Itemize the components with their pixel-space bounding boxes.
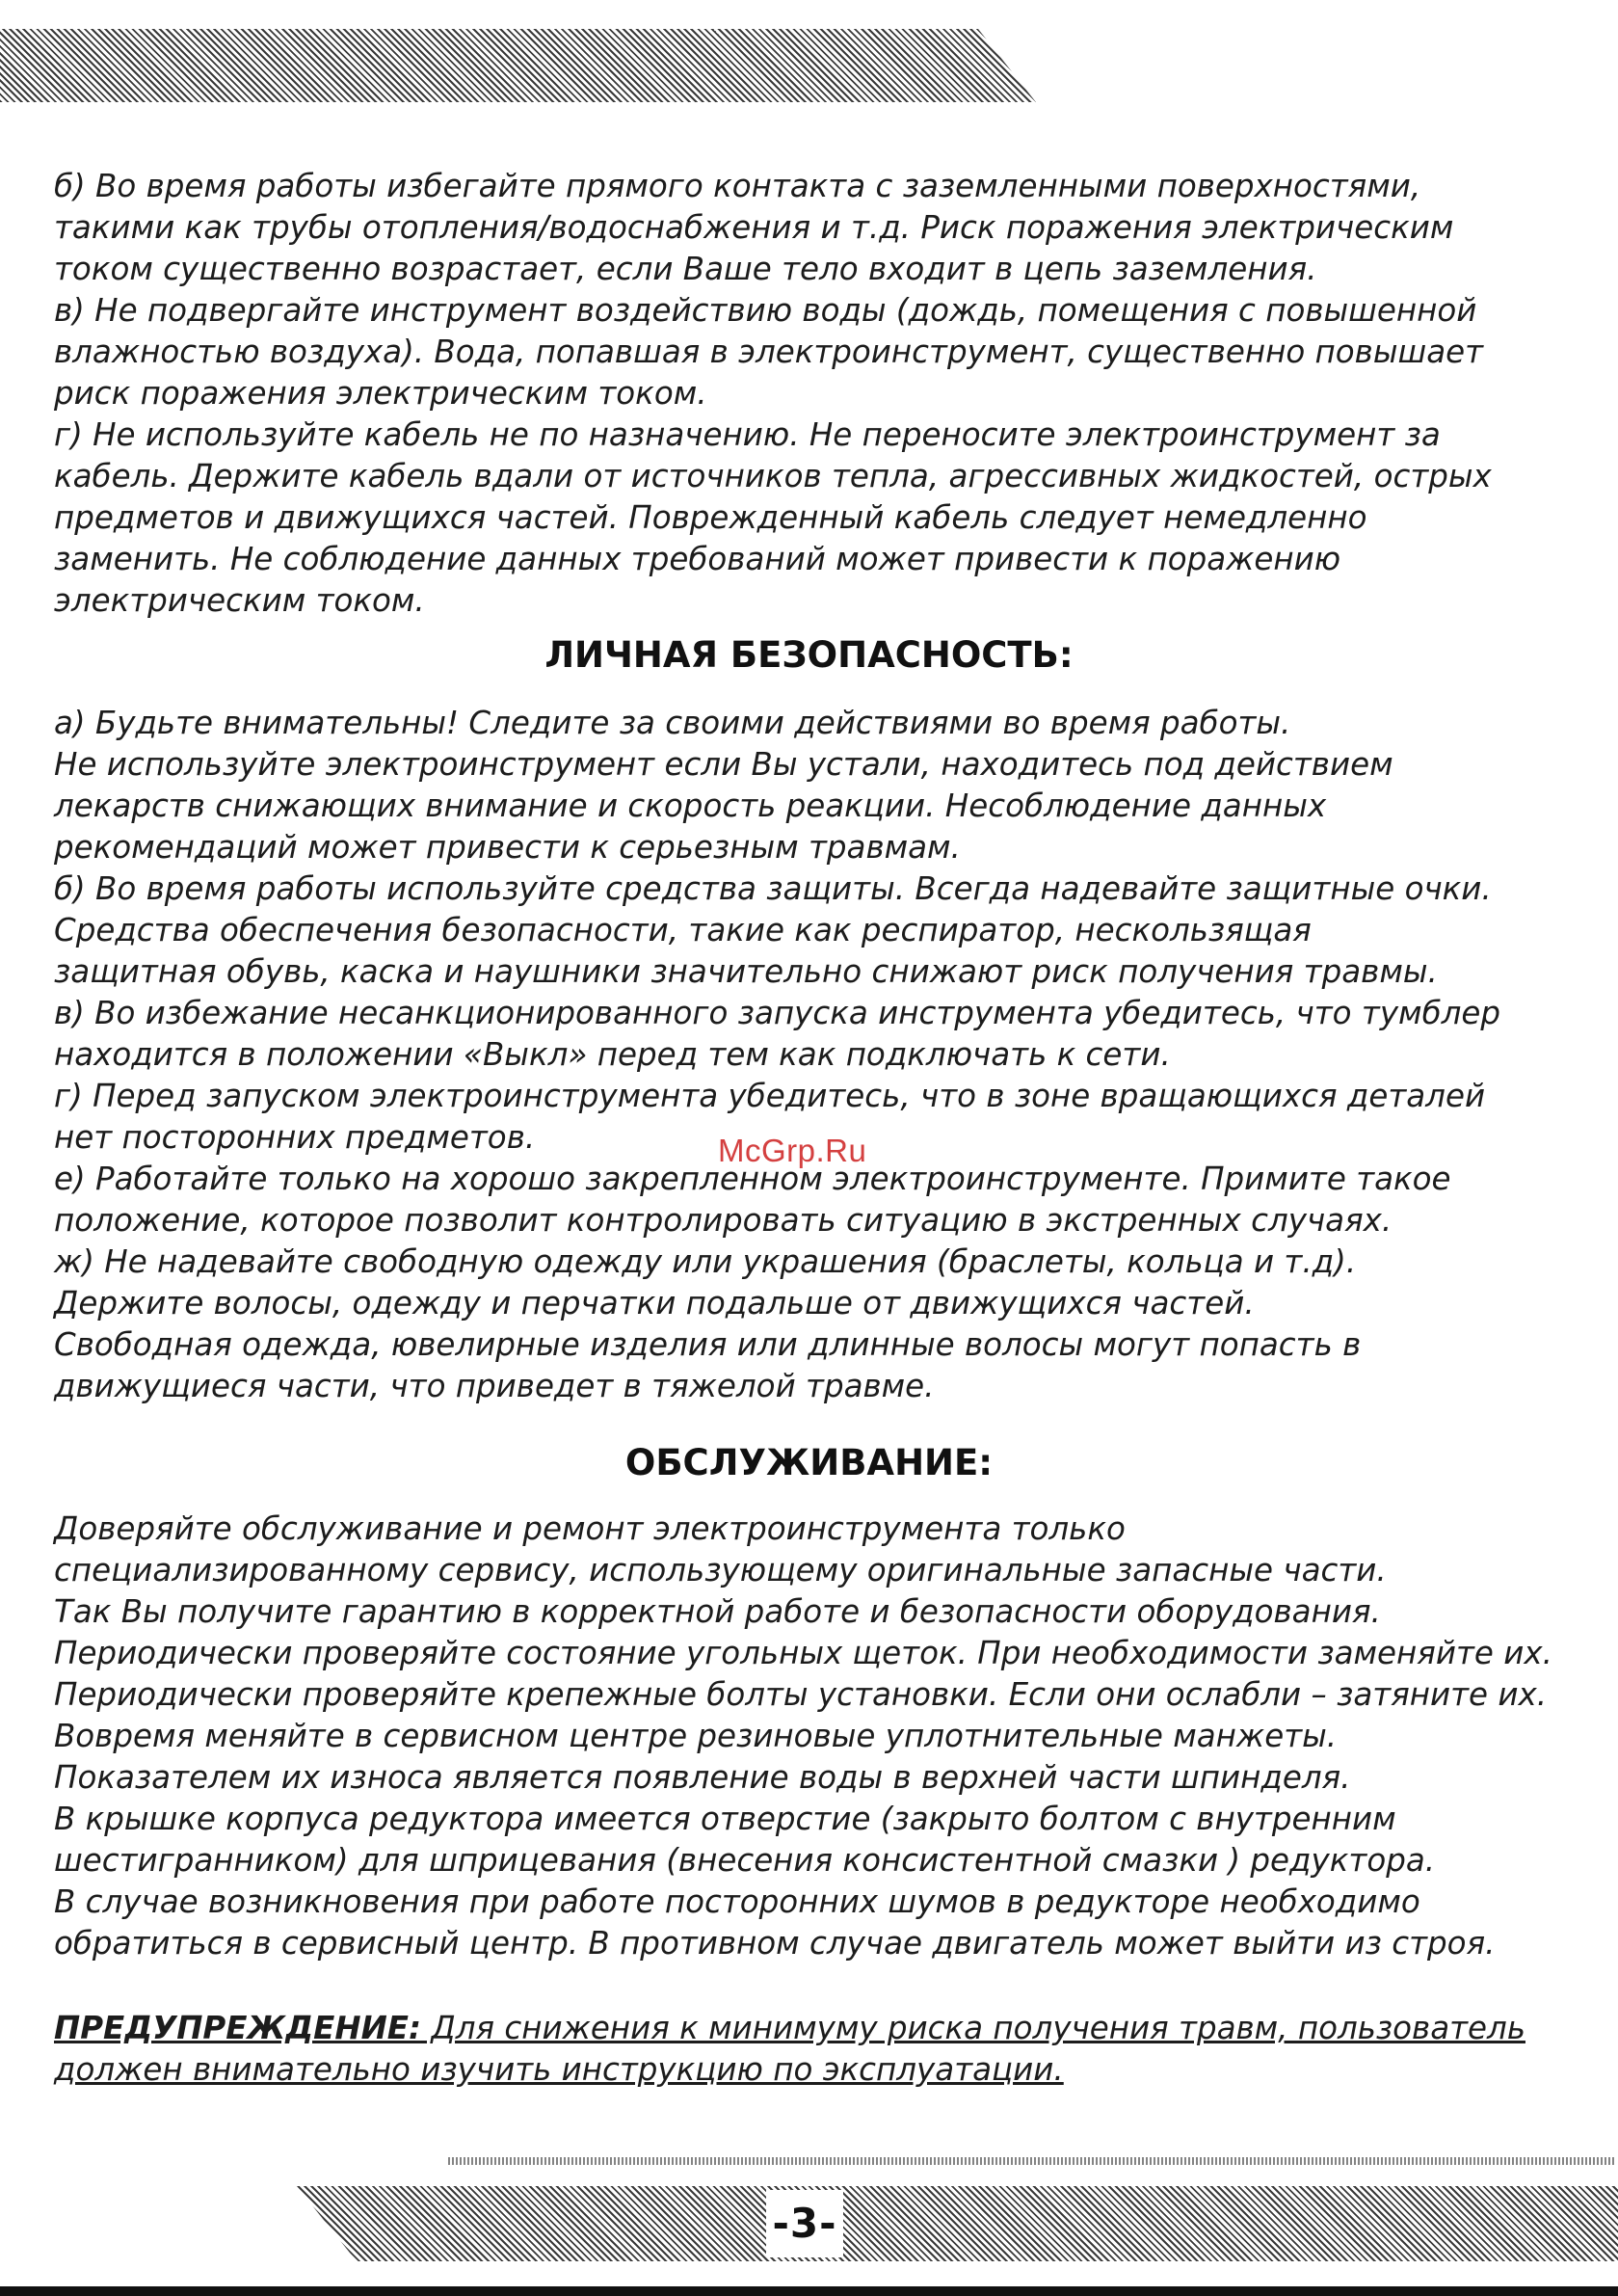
bottom-edge-bar — [0, 2286, 1618, 2296]
watermark-text: McGrp.Ru — [718, 1133, 867, 1168]
text-line: обратиться в сервисный центр. В противном случае двигатель может выйти из строя. — [54, 1925, 1496, 1962]
text-line: Доверяйте обслуживание и ремонт электроинструмента только — [54, 1510, 1126, 1547]
text-line: такими как трубы отопления/водоснабжения и т.д. Риск поражения электрическим — [54, 209, 1454, 246]
warning-label: ПРЕДУПРЕЖДЕНИЕ: — [54, 2010, 421, 2046]
text-line: В случае возникновения при работе посторонних шумов в редукторе необходимо — [54, 1883, 1420, 1920]
text-line: током существенно возрастает, если Ваше тело входит в цепь заземления. — [54, 251, 1317, 287]
footer-dotted-rule — [448, 2157, 1614, 2165]
text-line: ж) Не надевайте свободную одежду или украшения (браслеты, кольца и т.д). — [54, 1243, 1357, 1280]
text-line: Свободная одежда, ювелирные изделия или длинные волосы могут попасть в — [54, 1326, 1362, 1363]
text-line: влажностью воздуха). Вода, попавшая в электроинструмент, существенно повышает — [54, 334, 1484, 370]
text-line: шестигранником) для шприцевания (внесения консистентной смазки ) редуктора. — [54, 1842, 1436, 1879]
text-line: б) Во время работы используйте средства защиты. Всегда надевайте защитные очки. — [54, 870, 1492, 907]
text-line: в) Во избежание несанкционированного запуска инструмента убедитесь, что тумблер — [54, 995, 1501, 1031]
text-line: В крышке корпуса редуктора имеется отверстие (закрыто болтом с внутренним — [54, 1801, 1396, 1837]
electrical-safety-continued — [54, 166, 1596, 622]
text-line: заменить. Не соблюдение данных требований может привести к поражению — [54, 541, 1341, 577]
text-line: а) Будьте внимательны! Следите за своими действиями во время работы. — [54, 705, 1291, 741]
text-line: находится в положении «Выкл» перед тем как подключать к сети. — [54, 1036, 1171, 1073]
page-number: -3- — [766, 2190, 843, 2257]
text-line: б) Во время работы избегайте прямого контакта с заземленными поверхностями, — [54, 168, 1421, 204]
text-line: специализированному сервису, использующему оригинальные запасные части. — [54, 1552, 1387, 1589]
text-line: кабель. Держите кабель вдали от источников тепла, агрессивных жидкостей, острых — [54, 458, 1492, 494]
text-line: г) Не используйте кабель не по назначению. Не переносите электроинструмент за — [54, 416, 1441, 453]
text-line: Не используйте электроинструмент если Вы устали, находитесь под действием — [54, 746, 1393, 783]
text-line: электрическим током. — [54, 582, 425, 619]
top-hatched-band — [0, 29, 1036, 102]
text-line: риск поражения электрическим током. — [54, 375, 707, 412]
bottom-hatched-band — [297, 2186, 1618, 2261]
warning-note — [54, 2008, 1596, 2091]
maintenance-heading: ОБСЛУЖИВАНИЕ: — [624, 1442, 994, 1483]
text-line: предметов и движущихся частей. Поврежденный кабель следует немедленно — [54, 499, 1367, 536]
text-line: Периодически проверяйте состояние угольных щеток. При необходимости заменяйте их. — [54, 1635, 1552, 1671]
text-line: Периодически проверяйте крепежные болты установки. Если они ослабли – затяните их. — [54, 1676, 1548, 1713]
text-line: Держите волосы, одежду и перчатки подальше от движущихся частей. — [54, 1285, 1255, 1322]
warning-text-1: Для снижения к минимуму риска получения травм, пользователь — [420, 2010, 1525, 2046]
text-line: Так Вы получите гарантию в корректной работе и безопасности оборудования. — [54, 1593, 1381, 1630]
text-line: защитная обувь, каска и наушники значительно снижают риск получения травмы. — [54, 953, 1438, 990]
text-line: г) Перед запуском электроинструмента убедитесь, что в зоне вращающихся деталей — [54, 1078, 1486, 1114]
text-line: Показателем их износа является появление воды в верхней части шпинделя. — [54, 1759, 1351, 1796]
personal-safety-heading: ЛИЧНАЯ БЕЗОПАСНОСТЬ: — [544, 634, 1074, 676]
text-line: лекарств снижающих внимание и скорость реакции. Несоблюдение данных — [54, 788, 1327, 824]
maintenance-section — [54, 1508, 1596, 1964]
text-line: е) Работайте только на хорошо закрепленном электроинструменте. Примите такое — [54, 1161, 1451, 1197]
text-line: Средства обеспечения безопасности, такие как респиратор, нескользящая — [54, 912, 1312, 948]
text-line: нет посторонних предметов. — [54, 1119, 536, 1156]
text-line: в) Не подвергайте инструмент воздействию воды (дождь, помещения с повышенной — [54, 292, 1477, 329]
personal-safety-section — [54, 703, 1596, 1407]
text-line: рекомендаций может привести к серьезным травмам. — [54, 829, 961, 866]
text-line: Вовремя меняйте в сервисном центре резиновые уплотнительные манжеты. — [54, 1718, 1338, 1754]
warning-text-2: должен внимательно изучить инструкцию по эксплуатации. — [54, 2051, 1064, 2088]
text-line: движущиеся части, что приведет в тяжелой травме. — [54, 1368, 935, 1404]
warning-line-1 — [54, 2008, 1596, 2049]
text-line: положение, которое позволит контролировать ситуацию в экстренных случаях. — [54, 1202, 1393, 1239]
